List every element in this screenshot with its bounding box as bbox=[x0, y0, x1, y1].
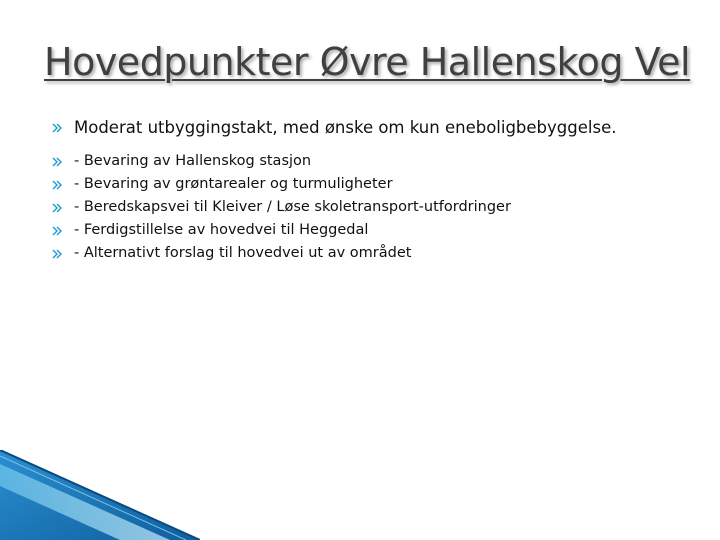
bullet-item bbox=[52, 196, 616, 219]
bullet-marker-icon bbox=[52, 157, 62, 167]
bullet-marker-icon bbox=[52, 249, 62, 259]
bullet-item bbox=[52, 242, 616, 265]
bullet-item bbox=[52, 173, 616, 196]
bullet-text: - Bevaring av Hallenskog stasjon bbox=[74, 153, 312, 169]
bullet-marker-icon bbox=[52, 180, 62, 190]
bullet-item bbox=[52, 116, 616, 140]
bullet-text: - Ferdigstillelse av hovedvei til Heggedal bbox=[74, 222, 369, 238]
bullet-text: - Beredskapsvei til Kleiver / Løse skoletransport-utfordringer bbox=[74, 199, 511, 215]
bullet-list bbox=[52, 116, 616, 265]
bullet-marker-icon bbox=[52, 226, 62, 236]
bullet-text: Moderat utbyggingstakt, med ønske om kun eneboligbebyggelse. bbox=[74, 118, 617, 137]
bullet-text: - Bevaring av grøntarealer og turmuligheter bbox=[74, 176, 393, 192]
bullet-text: - Alternativt forslag til hovedvei ut av området bbox=[74, 245, 412, 261]
corner-decoration bbox=[0, 450, 200, 540]
slide-title: Hovedpunkter Øvre Hallenskog Vel bbox=[44, 40, 691, 84]
bullet-item bbox=[52, 150, 616, 173]
bullet-marker-icon bbox=[52, 203, 62, 213]
bullet-marker-icon bbox=[52, 123, 62, 133]
bullet-item bbox=[52, 219, 616, 242]
